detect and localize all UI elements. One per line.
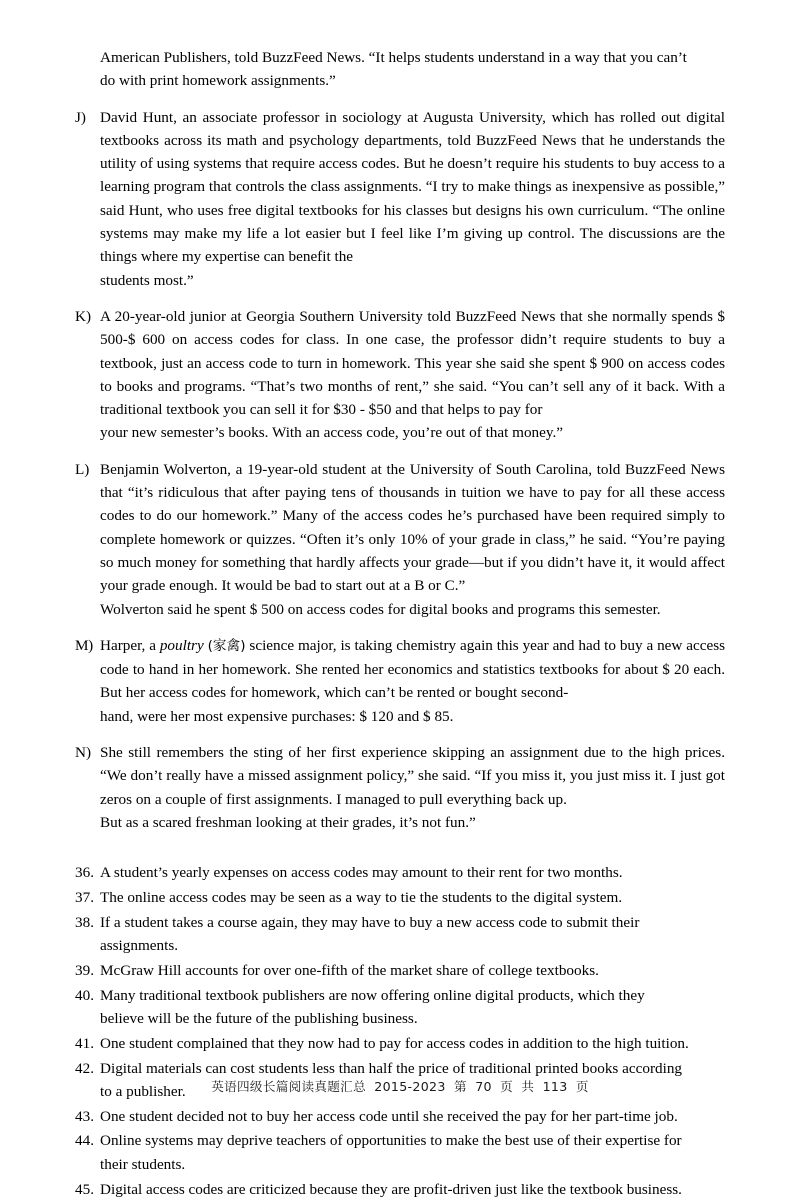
passage-paragraph-k bbox=[75, 305, 725, 445]
footer-year-range: 2015-2023 bbox=[374, 1079, 446, 1094]
statement-number-41: 41. bbox=[75, 1034, 94, 1052]
paragraph-text-m-gloss: (家禽) bbox=[207, 637, 246, 654]
statement-text-38-main: If a student takes a course again, they may have to buy a new access code to submit their bbox=[100, 913, 640, 931]
paragraph-text-m-italic-term: poultry bbox=[159, 636, 204, 654]
footer-page-label: 第 bbox=[453, 1079, 467, 1094]
statement-text-43: One student decided not to buy her access code until she received the pay for her part-time job. bbox=[100, 1107, 678, 1125]
statement-text-44-last: their students. bbox=[100, 1155, 186, 1173]
statement-item-43 bbox=[75, 1105, 725, 1128]
paragraph-text-k-main: A 20-year-old junior at Georgia Southern University told BuzzFeed News that she normally spends $ 500-$ 600 on access codes for class. In one case, the professor didn’t require students to buy a textbook, just an access code to turn in homework. This year she said she spent $ 900 on access codes to books and programs. “That’s two months of rent,” she said. “You can’t sell any of it back. With a traditional textbook you can sell it for $30 - $50 and that helps to pay for bbox=[100, 307, 725, 419]
footer-title: 英语四级长篇阅读真题汇总 bbox=[211, 1079, 366, 1094]
statement-item-36 bbox=[75, 861, 725, 884]
paragraph-text-l bbox=[100, 458, 725, 621]
footer-total-pages: 113 bbox=[542, 1079, 568, 1094]
statement-item-45 bbox=[75, 1178, 725, 1201]
continued-paragraph-line-2: do with print homework assignments.” bbox=[100, 72, 336, 90]
statement-number-42: 42. bbox=[75, 1059, 94, 1077]
statement-text-38 bbox=[100, 911, 725, 958]
footer-page-unit: 页 bbox=[500, 1079, 514, 1094]
paragraph-text-l-last: Wolverton said he spent $ 500 on access codes for digital books and programs this semester. bbox=[100, 600, 661, 618]
statement-text-39: McGraw Hill accounts for over one-fifth of the market share of college textbooks. bbox=[100, 961, 599, 979]
statement-item-40 bbox=[75, 984, 725, 1031]
statement-number-44: 44. bbox=[75, 1132, 94, 1150]
statement-number-40: 40. bbox=[75, 986, 94, 1004]
statement-text-37: The online access codes may be seen as a way to tie the students to the digital system. bbox=[100, 889, 623, 906]
continued-paragraph-line-1: American Publishers, told BuzzFeed News. “It helps students understand in a way that you can’t bbox=[100, 49, 687, 66]
passage-paragraph-j bbox=[75, 106, 725, 292]
paragraph-text-m bbox=[100, 634, 725, 728]
page-footer bbox=[0, 1076, 800, 1095]
paragraph-marker-l: L) bbox=[75, 460, 90, 478]
statement-item-41 bbox=[75, 1032, 725, 1055]
footer-total-label: 共 bbox=[521, 1079, 535, 1094]
paragraph-text-m-prefix: Harper, a bbox=[100, 636, 160, 654]
statement-text-40 bbox=[100, 984, 725, 1031]
statement-number-38: 38. bbox=[75, 913, 94, 931]
paragraph-marker-m: M) bbox=[75, 636, 93, 654]
passage-paragraph-l bbox=[75, 458, 725, 621]
statement-text-44-main: Online systems may deprive teachers of opportunities to make the best use of their expertise for bbox=[100, 1132, 682, 1150]
paragraph-text-n bbox=[100, 741, 725, 834]
statement-text-44 bbox=[100, 1129, 725, 1176]
passage-paragraph-m bbox=[75, 634, 725, 728]
continued-paragraph bbox=[100, 46, 725, 93]
statement-number-45: 45. bbox=[75, 1180, 94, 1198]
statement-text-42-last: to a publisher. bbox=[100, 1082, 186, 1100]
paragraph-text-j-last: students most.” bbox=[100, 271, 194, 289]
statement-text-45: Digital access codes are criticized because they are profit-driven just like the textbook business. bbox=[100, 1180, 682, 1198]
paragraph-text-k-last: your new semester’s books. With an access code, you’re out of that money.” bbox=[100, 424, 564, 442]
paragraph-text-m-main: science major, is taking chemistry again this year and had to buy a new access code to hand in her homework. She rented her economics and statistics textbooks for about $ 20 each. But her access codes for homework, which can’t be rented or bought second- bbox=[100, 636, 726, 702]
statement-text-40-main: Many traditional textbook publishers are now offering online digital products, which they bbox=[100, 986, 645, 1004]
statement-number-36: 36. bbox=[75, 864, 94, 882]
paragraph-text-n-main: She still remembers the sting of her first experience skipping an assignment due to the high prices. “We don’t really have a missed assignment policy,” she said. “If you miss it, you just miss it. I just got zeros on a couple of first assignments. I managed to pull everything back up. bbox=[100, 744, 725, 808]
paragraph-text-m-last: hand, were her most expensive purchases: $ 120 and $ 85. bbox=[100, 707, 454, 725]
statement-text-41: One student complained that they now had to pay for access codes in addition to the high tuition. bbox=[100, 1034, 689, 1052]
footer-page-number: 70 bbox=[475, 1079, 492, 1094]
paragraph-marker-n: N) bbox=[75, 744, 92, 762]
statement-number-39: 39. bbox=[75, 961, 94, 979]
paragraph-text-n-last: But as a scared freshman looking at their grades, it’s not fun.” bbox=[100, 813, 476, 831]
paragraph-text-k bbox=[100, 305, 725, 445]
footer-page-unit-2: 页 bbox=[575, 1079, 589, 1094]
paragraph-marker-j: J) bbox=[75, 108, 86, 126]
statement-item-39 bbox=[75, 959, 725, 982]
paragraph-text-j bbox=[100, 106, 725, 292]
statement-list bbox=[75, 861, 725, 1201]
statement-text-36: A student’s yearly expenses on access codes may amount to their rent for two months. bbox=[100, 864, 623, 882]
statement-text-40-last: believe will be the future of the publishing business. bbox=[100, 1009, 418, 1027]
paragraph-marker-k: K) bbox=[75, 307, 92, 325]
statement-text-42-main: Digital materials can cost students less than half the price of traditional printed books according bbox=[100, 1059, 683, 1077]
statement-number-37: 37. bbox=[75, 889, 94, 906]
paragraph-text-l-main: Benjamin Wolverton, a 19-year-old student at the University of South Carolina, told BuzzFeed News that “it’s ridiculous that after paying tens of thousands in tuition we have to pay for all these access codes to do our homework.” Many of the access codes he’s purchased have been required simply to complete homework or quizzes. “Often it’s only 10% of your grade in class,” he said. “You’re paying so much money for something that hardly affects your grade—but if you didn’t have it, it would affect your grade enough. It would be bad to start out at a B or C.” bbox=[100, 460, 725, 595]
paragraph-text-j-main: David Hunt, an associate professor in sociology at Augusta University, which has rolled out digital textbooks across its math and psychology departments, told BuzzFeed News that he understands the utility of using systems that require access codes. But he doesn’t require his students to buy access to a learning program that controls the class assignments. “I try to make things as inexpensive as possible,” said Hunt, who uses free digital textbooks for his classes but designs his own curriculum. “The online systems may make my life a lot easier but I feel like I’m giving up control. The discussions are the things where my expertise can benefit the bbox=[100, 108, 725, 266]
statement-item-44 bbox=[75, 1129, 725, 1176]
statement-number-43: 43. bbox=[75, 1107, 94, 1125]
statement-item-38 bbox=[75, 911, 725, 958]
statement-text-38-last: assignments. bbox=[100, 937, 179, 955]
statement-item-37 bbox=[75, 886, 725, 909]
passage-paragraph-n bbox=[75, 741, 725, 834]
